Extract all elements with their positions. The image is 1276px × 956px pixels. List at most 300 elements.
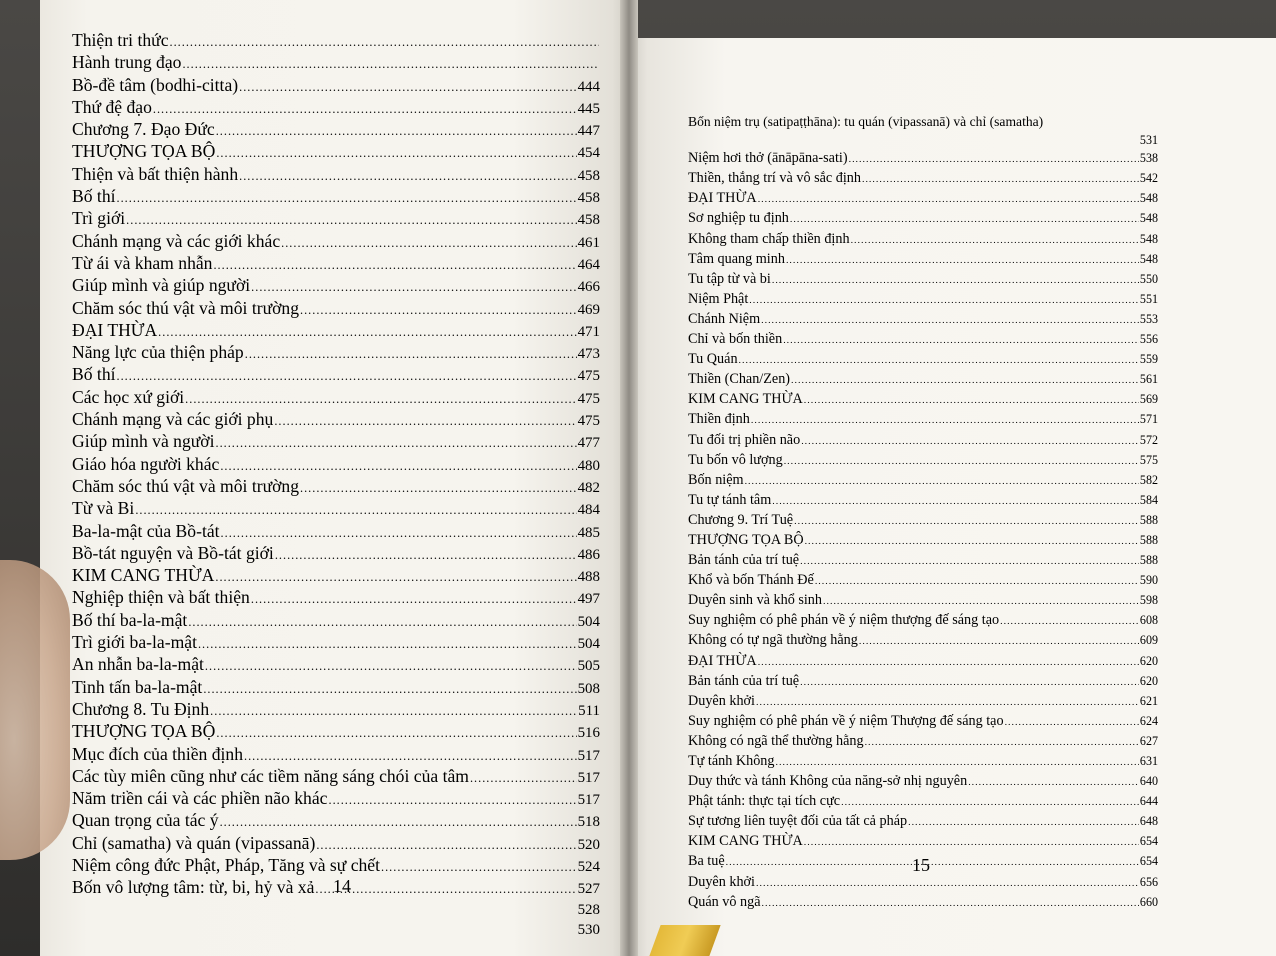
toc-entry-page: 497 [577, 591, 600, 608]
toc-leader-dots [790, 211, 1139, 229]
toc-leader-dots [205, 656, 577, 676]
toc-entry-page: 588 [1139, 553, 1158, 568]
toc-entry-page: 464 [577, 256, 600, 273]
toc-leader-dots [220, 812, 577, 832]
toc-entry [688, 390, 1158, 410]
toc-entry-title: Duyên khởi [688, 692, 756, 709]
toc-entry-page: 561 [1139, 372, 1158, 387]
toc-entry [688, 832, 1158, 852]
toc-entry-page: 505 [577, 658, 600, 675]
toc-leader-dots [316, 835, 576, 855]
toc-leader-dots [300, 478, 577, 498]
toc-entry [688, 230, 1158, 250]
toc-entry-title: Suy nghiệm có phê phán về ý niệm Thượng đế sáng tạo [688, 712, 1004, 729]
toc-leader-dots [756, 875, 1139, 893]
toc-leader-dots [281, 233, 576, 253]
toc-leader-dots [739, 352, 1139, 370]
toc-entry-page: 656 [1139, 874, 1158, 889]
toc-leader-dots [328, 790, 576, 810]
toc-entry-page: 548 [1139, 191, 1158, 206]
toc-entry [72, 208, 600, 230]
toc-leader-dots [851, 232, 1139, 250]
toc-entry-page: 475 [577, 390, 600, 407]
toc-entry [72, 119, 600, 141]
toc-entry-title: Giáo hóa người khác [72, 453, 220, 474]
toc-leader-dots [315, 879, 576, 899]
toc-entry-title: ĐẠI THỪA [72, 319, 158, 340]
toc-entry-title: Không tham chấp thiền định [688, 230, 850, 247]
toc-entry-title: Sơ nghiệp tu định [688, 210, 789, 227]
toc-leader-dots [215, 433, 576, 453]
book-spine [620, 0, 638, 956]
toc-entry [688, 611, 1158, 631]
toc-entry [72, 364, 600, 386]
toc-leader-dots [791, 372, 1139, 390]
toc-entry-page: 620 [1139, 673, 1158, 688]
toc-entry-page: 458 [577, 190, 600, 207]
toc-entry-title: Tâm quang minh [688, 250, 785, 267]
toc-leader-dots [800, 553, 1139, 571]
toc-entry-page: 598 [1139, 593, 1158, 608]
toc-leader-dots [251, 589, 577, 609]
toc-entry [688, 732, 1158, 752]
toc-entry-title: Chăm sóc thú vật và môi trường [72, 475, 300, 496]
toc-entry-page: 553 [1139, 311, 1158, 326]
toc-entry [72, 610, 600, 632]
toc-leader-dots [968, 774, 1139, 792]
toc-entry-title: Tinh tấn ba-la-mật [72, 676, 203, 697]
toc-entry [72, 521, 600, 543]
toc-entry-page: 516 [577, 725, 600, 742]
toc-entry [72, 565, 600, 587]
toc-entry [688, 290, 1158, 310]
toc-entry-title: Bản tánh của trí tuệ [688, 552, 800, 569]
toc-leader-dots [213, 255, 576, 275]
toc-entry-page: 475 [577, 413, 600, 430]
toc-leader-dots [786, 252, 1139, 270]
toc-entry-title: Bồ-tát nguyện và Bồ-tát giới [72, 542, 274, 563]
toc-entry-title: Tu Quán [688, 351, 738, 368]
toc-entry-title: An nhẫn ba-la-mật [72, 654, 204, 675]
toc-entry [72, 699, 600, 721]
toc-entry-title: Suy nghiệm có phê phán về ý niệm thượng đế sáng tạo [688, 612, 1000, 629]
toc-entry [72, 231, 600, 253]
toc-leader-dots [381, 857, 577, 877]
toc-entry-page: 475 [577, 368, 600, 385]
toc-leader-dots [300, 300, 577, 320]
toc-entry-page: 584 [1139, 492, 1158, 507]
toc-entry-page: 473 [577, 346, 600, 363]
toc-leader-dots [153, 99, 577, 119]
toc-leader-dots [158, 322, 576, 342]
toc-entry-page: 508 [577, 680, 600, 697]
toc-entry-page: 548 [1139, 211, 1158, 226]
toc-entry-page: 461 [577, 234, 600, 251]
toc-entry-title: Bốn niệm [688, 471, 744, 488]
toc-entry-title: Chăm sóc thú vật và môi trường [72, 297, 300, 318]
toc-entry-page: 582 [1139, 472, 1158, 487]
toc-entry-title: Năng lực của thiện pháp [72, 342, 244, 363]
toc-leader-dots [188, 612, 576, 632]
toc-entry-page: 504 [577, 636, 600, 653]
toc-entry-title: Quán vô ngã [688, 893, 761, 910]
toc-entry [688, 712, 1158, 732]
toc-entry [688, 571, 1158, 591]
toc-entry [688, 149, 1158, 169]
toc-entry [72, 498, 600, 520]
toc-entry-title: Tu đối trị phiền não [688, 431, 801, 448]
toc-entry-title: Ba tuệ [688, 853, 725, 870]
toc-leader-dots [761, 312, 1139, 330]
toc-entry-page: 458 [577, 167, 600, 184]
toc-leader-dots [772, 493, 1139, 511]
toc-left-list [72, 30, 600, 940]
toc-entry [72, 833, 600, 855]
page-number-right: 15 [912, 855, 930, 875]
toc-entry-page: 542 [1139, 171, 1158, 186]
toc-leader-dots [216, 121, 577, 141]
toc-entry [72, 855, 600, 877]
toc-entry-title: Niệm Phật [688, 290, 749, 307]
toc-entry-title: THƯỢNG TỌA BỘ [72, 141, 216, 162]
toc-entry-page: 608 [1139, 613, 1158, 628]
toc-entry-title: Duy thức và tánh Không của năng-sở nhị nguyên [688, 773, 968, 790]
toc-entry-page: 517 [577, 747, 600, 764]
toc-entry-title: Tự tánh Không [688, 753, 775, 769]
toc-leader-dots [216, 723, 576, 743]
toc-leader-dots [726, 854, 1139, 872]
toc-leader-dots [210, 701, 577, 721]
toc-leader-dots [117, 188, 577, 208]
toc-leader-dots [804, 834, 1139, 852]
toc-entry-title: ĐẠI THỪA [688, 190, 757, 207]
toc-entry-page: 447 [577, 123, 600, 140]
toc-entry [72, 342, 600, 364]
toc-entry-title: Thiền định [688, 411, 750, 428]
toc-entry-title: Bố thí [72, 364, 116, 385]
toc-entry [72, 632, 600, 654]
toc-entry-title: Sự tương liên tuyệt đối của tất cả pháp [688, 813, 908, 830]
toc-entry-page: 569 [1139, 392, 1158, 407]
toc-entry [72, 654, 600, 676]
toc-entry [72, 409, 600, 431]
toc-entry-page: 644 [1139, 794, 1158, 809]
toc-entry-page: 524 [577, 858, 600, 875]
toc-entry-page: 445 [577, 100, 600, 117]
toc-entry-title: Tu bốn vô lượng [688, 451, 783, 468]
toc-leader-dots [245, 344, 577, 364]
toc-leader-dots [135, 500, 576, 520]
toc-entry [688, 792, 1158, 812]
toc-leader-dots [815, 573, 1139, 591]
toc-leader-dots [862, 171, 1139, 189]
toc-entry-title: Quan trọng của tác ý [72, 810, 219, 831]
toc-entry-title: Thiện và bất thiện hành [72, 163, 239, 184]
toc-entry [688, 250, 1158, 270]
toc-leader-dots [182, 54, 599, 74]
toc-entry-page: 469 [577, 301, 600, 318]
toc-leader-dots [805, 533, 1139, 551]
toc-entry [688, 431, 1158, 451]
toc-entry [72, 810, 600, 832]
toc-leader-dots [756, 694, 1139, 712]
toc-entry-page: 517 [577, 769, 600, 786]
toc-entry-page: 590 [1139, 573, 1158, 588]
toc-entry-title: Chánh Niệm [688, 310, 761, 327]
toc-leader-dots [758, 191, 1139, 209]
toc-entry-title: Từ ái và kham nhẫn [72, 252, 213, 273]
toc-entry-title: Năm triền cái và các phiền não khác [72, 788, 328, 809]
toc-entry-title: Hành trung đạo [72, 52, 182, 73]
toc-entry-page: 528 [577, 901, 600, 918]
toc-entry-page: 621 [1139, 693, 1158, 708]
toc-entry-title: ĐẠI THỪA [688, 652, 757, 669]
toc-entry [72, 141, 600, 163]
toc-entry-title: Từ và Bi [72, 498, 135, 519]
toc-entry-page: 551 [1139, 291, 1158, 306]
toc-leader-dots [823, 593, 1139, 611]
toc-entry-title: KIM CANG THỪA [688, 391, 803, 408]
toc-entry [688, 169, 1158, 189]
toc-entry [688, 511, 1158, 531]
toc-entry-title: Duyên sinh và khổ sinh [688, 592, 822, 609]
toc-entry-title: Bố thí ba-la-mật [72, 609, 188, 630]
toc-entry [72, 164, 600, 186]
toc-leader-dots [244, 746, 577, 766]
toc-entry-page: 484 [577, 502, 600, 519]
toc-entry-title: Chánh mạng và các giới khác [72, 230, 281, 251]
toc-leader-dots [801, 433, 1139, 451]
toc-leader-dots [198, 634, 577, 654]
toc-leader-dots [849, 151, 1139, 169]
toc-entry [688, 491, 1158, 511]
bookmark-ribbon [649, 925, 720, 956]
toc-leader-dots [216, 143, 576, 163]
toc-entry-page: 454 [577, 145, 600, 162]
toc-entry [688, 350, 1158, 370]
toc-entry [688, 652, 1158, 672]
toc-entry [688, 370, 1158, 390]
toc-entry-title: Không có ngã thể thường hằng [688, 732, 864, 749]
toc-entry [72, 298, 600, 320]
toc-entry-page: 660 [1139, 894, 1158, 909]
toc-entry [688, 672, 1158, 692]
toc-entry [688, 551, 1158, 571]
toc-entry-page: 517 [577, 792, 600, 809]
thumb [0, 560, 70, 860]
toc-leader-dots [745, 473, 1139, 491]
toc-entry-page: 559 [1139, 352, 1158, 367]
toc-entry [72, 387, 600, 409]
toc-entry-page: 531 [1139, 133, 1158, 148]
toc-entry-title: Không có tự ngã thường hằng [688, 632, 858, 649]
toc-entry [688, 631, 1158, 651]
toc-entry-title: THƯỢNG TỌA BỘ [72, 721, 216, 742]
toc-entry [72, 320, 600, 342]
toc-entry-title: Chỉ và bốn thiền [688, 331, 783, 348]
toc-entry-title: Trì giới [72, 208, 126, 229]
toc-entry-page: 488 [577, 569, 600, 586]
toc-entry [72, 275, 600, 297]
toc-leader-dots [865, 734, 1139, 752]
toc-entry [72, 677, 600, 699]
toc-entry-page: 548 [1139, 251, 1158, 266]
toc-entry-title: KIM CANG THỪA [688, 833, 803, 850]
toc-entry-title: Niệm hơi thở (ānāpāna-sati) [688, 150, 848, 167]
toc-leader-dots [841, 794, 1139, 812]
toc-entry [688, 752, 1158, 772]
toc-leader-dots [239, 166, 576, 186]
toc-entry [688, 410, 1158, 430]
toc-entry-page: 511 [578, 702, 600, 719]
toc-entry [72, 454, 600, 476]
toc-leader-dots [762, 895, 1139, 913]
toc-entry [688, 451, 1158, 471]
toc-entry-title: Giúp mình và giúp người [72, 275, 251, 296]
toc-entry-title: Tu tự tánh tâm [688, 491, 772, 508]
toc-leader-dots [784, 453, 1139, 471]
toc-entry [688, 812, 1158, 832]
toc-leader-dots [215, 567, 576, 587]
toc-entry-title: Phật tánh: thực tại tích cực [688, 793, 841, 810]
toc-entry-page: 609 [1139, 633, 1158, 648]
toc-entry-title: Ba-la-mật của Bồ-tát [72, 520, 220, 541]
toc-entry-page: 538 [1139, 151, 1158, 166]
toc-entry-title: Bốn vô lượng tâm: từ, bi, hỷ và xả [72, 877, 315, 898]
toc-entry [72, 721, 600, 743]
toc-entry [688, 471, 1158, 491]
toc-leader-dots [776, 754, 1139, 772]
toc-leader-dots [203, 679, 576, 699]
toc-leader-dots [1000, 613, 1139, 631]
toc-entry-title: Duyên khởi [688, 873, 756, 890]
toc-entry-page: 527 [577, 881, 600, 898]
toc-entry-page: 572 [1139, 432, 1158, 447]
toc-trailing-page-row [72, 920, 600, 940]
toc-entry-page: 518 [577, 814, 600, 831]
toc-entry [72, 186, 600, 208]
toc-entry-page: 477 [577, 435, 600, 452]
toc-entry-page: 588 [1139, 512, 1158, 527]
toc-entry-title: Thiền, thắng trí và vô sắc định [688, 170, 861, 187]
toc-entry [72, 788, 600, 810]
toc-entry [688, 692, 1158, 712]
toc-entry-page: 556 [1139, 332, 1158, 347]
toc-leader-dots [804, 392, 1139, 410]
toc-leader-dots [783, 332, 1139, 350]
toc-entry-title: Tu tập từ và bi [688, 270, 771, 287]
toc-leader-dots [751, 412, 1139, 430]
toc-entry-page: 480 [577, 457, 600, 474]
toc-entry-title: Thiền (Chan/Zen) [688, 371, 791, 388]
toc-entry [72, 476, 600, 498]
toc-entry [72, 75, 600, 97]
toc-leader-dots [758, 654, 1139, 672]
toc-entry-title: Chương 9. Trí Tuệ [688, 511, 794, 528]
toc-leader-dots [800, 674, 1139, 692]
toc-entry-title: Chánh mạng và các giới phụ [72, 409, 274, 430]
toc-entry-title: Chương 8. Tu Định [72, 698, 210, 719]
toc-entry-title: KIM CANG THỪA [72, 565, 215, 586]
toc-leader-dots [221, 523, 577, 543]
toc-entry-title: Chương 7. Đạo Đức [72, 119, 215, 140]
toc-entry-page-row [688, 131, 1158, 149]
toc-leader-dots [170, 32, 600, 52]
toc-entry [688, 113, 1158, 131]
toc-entry-page: 648 [1139, 814, 1158, 829]
toc-leader-dots [117, 366, 577, 386]
toc-entry [688, 270, 1158, 290]
toc-entry [688, 893, 1158, 913]
toc-leader-dots [126, 210, 576, 230]
toc-entry-page: 471 [577, 323, 600, 340]
toc-leader-dots [239, 77, 576, 97]
toc-entry-page: 530 [577, 921, 600, 938]
toc-entry-title: Chỉ (samatha) và quán (vipassanā) [72, 832, 316, 853]
toc-entry-title: Bản tánh của trí tuệ [688, 672, 800, 689]
toc-entry-page: 485 [577, 524, 600, 541]
toc-entry-page: 620 [1139, 653, 1158, 668]
toc-entry [688, 209, 1158, 229]
toc-entry-title: Bồ-đề tâm (bodhi-citta) [72, 74, 239, 95]
toc-entry [688, 531, 1158, 551]
toc-entry-page: 627 [1139, 733, 1158, 748]
toc-entry-page: 458 [577, 212, 600, 229]
toc-entry-page: 520 [577, 836, 600, 853]
toc-entry-page: 504 [577, 613, 600, 630]
toc-leader-dots [185, 389, 576, 409]
toc-entry-title: Bố thí [72, 186, 116, 207]
toc-entry [688, 591, 1158, 611]
toc-entry-title: Niệm công đức Phật, Pháp, Tăng và sự chết [72, 854, 381, 875]
toc-entry-title: THƯỢNG TỌA BỘ [688, 531, 804, 548]
toc-entry-title: Khổ và bốn Thánh Đế [688, 572, 814, 589]
toc-leader-dots [1005, 714, 1139, 732]
toc-entry-page: 548 [1139, 231, 1158, 246]
toc-entry [72, 30, 600, 52]
toc-leader-dots [274, 411, 576, 431]
toc-entry-title: Mục đích của thiền định [72, 743, 244, 764]
toc-entry-title: Các tùy miên cũng như các tiềm năng sáng chói của tâm [72, 765, 469, 786]
toc-entry-page: 588 [1139, 532, 1158, 547]
toc-entry [72, 431, 600, 453]
toc-entry-title: Thứ đệ đạo [72, 96, 152, 117]
toc-entry-page: 631 [1139, 754, 1158, 768]
toc-entry [688, 330, 1158, 350]
toc-entry-page: 550 [1139, 271, 1158, 286]
toc-entry-title: Nghiệp thiện và bất thiện [72, 587, 250, 608]
toc-entry-title: Giúp mình và người [72, 431, 215, 452]
toc-leader-dots [859, 633, 1139, 651]
toc-entry-page: 571 [1139, 412, 1158, 427]
toc-entry [72, 587, 600, 609]
toc-entry [688, 310, 1158, 330]
toc-leader-dots [772, 272, 1139, 290]
toc-entry [688, 189, 1158, 209]
toc-entry [72, 766, 600, 788]
toc-entry-title: Trì giới ba-la-mật [72, 632, 197, 653]
toc-entry-page: 482 [577, 479, 600, 496]
toc-entry-page: 654 [1139, 834, 1158, 849]
toc-entry-title: Bốn niệm trụ (satipaṭṭhāna): tu quán (vipassanā) và chỉ (samatha) [688, 114, 1044, 129]
toc-entry-title: Thiện tri thức [72, 30, 169, 50]
toc-entry-page: 444 [577, 78, 600, 95]
toc-leader-dots [794, 513, 1139, 531]
toc-entry-page: 654 [1139, 854, 1158, 869]
toc-leader-dots [251, 277, 576, 297]
toc-leader-dots [470, 768, 577, 788]
toc-entry [72, 253, 600, 275]
